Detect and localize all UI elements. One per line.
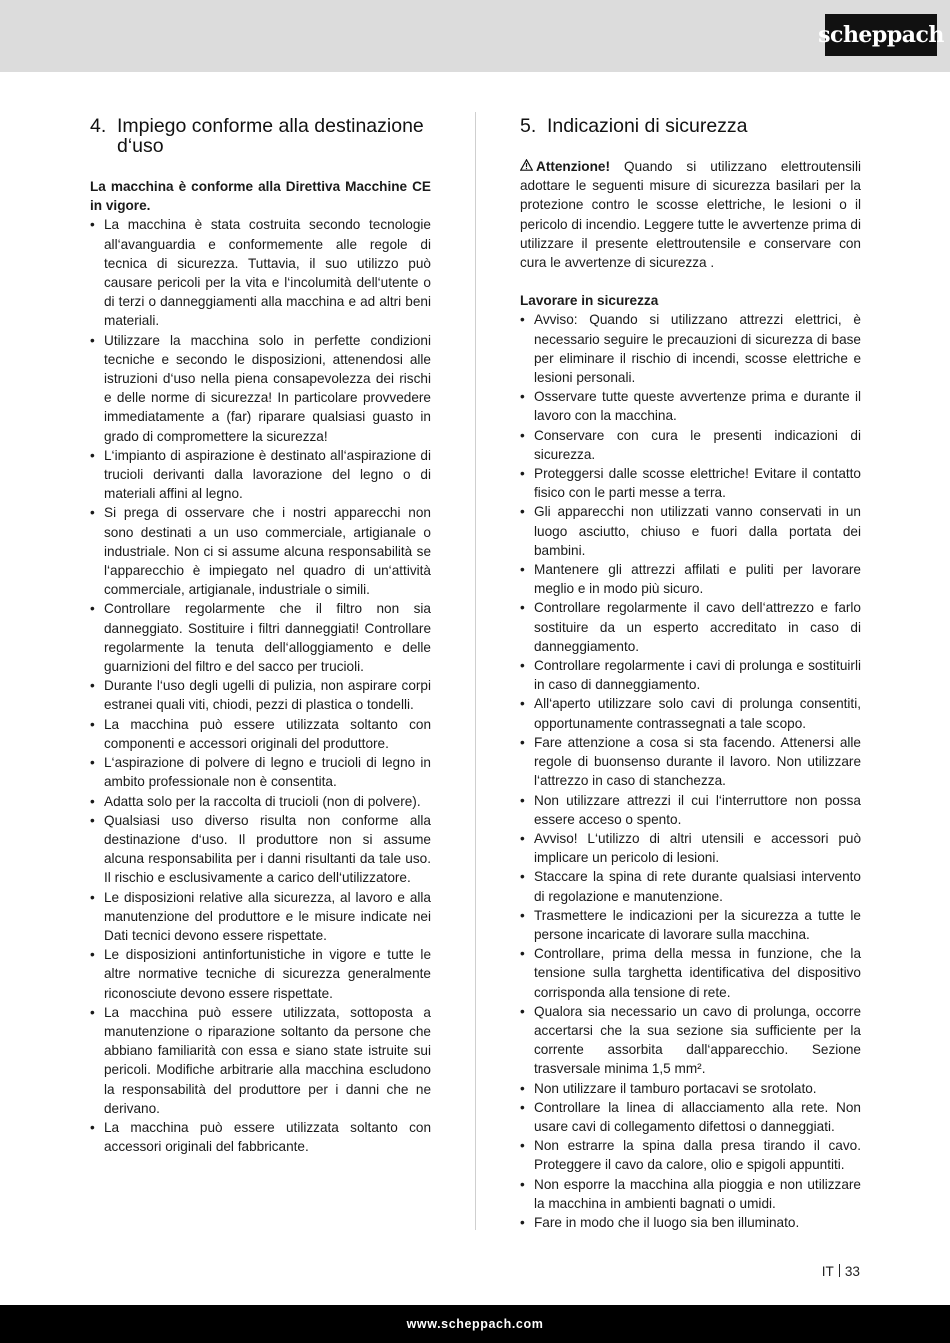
page-number-value: 33	[844, 1264, 860, 1279]
bullet-glyph: •	[520, 792, 525, 808]
list-item-text: Non esporre la macchina alla pioggia e non utilizzare la macchina in ambienti bagnati o umidi.	[534, 1176, 861, 1211]
bullet-glyph: •	[90, 332, 95, 348]
list-item	[520, 1002, 861, 1079]
bullet-glyph: •	[90, 601, 95, 617]
list-item	[90, 753, 431, 791]
bullet-glyph: •	[520, 562, 525, 578]
list-item	[520, 944, 861, 1002]
list-item	[520, 310, 861, 387]
list-item	[520, 906, 861, 944]
list-item	[520, 387, 861, 425]
scheppach-logo: scheppach	[825, 14, 937, 56]
list-item	[520, 1136, 861, 1174]
list-item	[520, 598, 861, 656]
list-item-text: Gli apparecchi non utilizzati vanno conservati in un luogo asciutto, chiuso e fuori dalla portata dei bambini.	[534, 504, 861, 558]
list-item-text: Utilizzare la macchina solo in perfette condizioni tecniche e secondo le disposizioni, attenendosi alle istruzioni d‘uso nella piena consapevolezza dei rischi e delle norme di sicurezza! In particolare provvedere immediatamente a (far) riparare qualsiasi guasto in grado di compromettere la sicurezza!	[104, 332, 431, 444]
list-item	[520, 502, 861, 560]
list-item-text: Controllare, prima della messa in funzione, che la tensione sulla targhetta identificativa del dispositivo corrisponda alla tensione di rete.	[534, 946, 861, 1000]
list-item-text: Durante l‘uso degli ugelli di pulizia, non aspirare corpi estranei quali viti, chiodi, pezzi di plastica o tondelli.	[104, 678, 431, 713]
list-item-text: L‘impianto di aspirazione è destinato all‘aspirazione di trucioli derivanti dalla lavorazione del legno o di materiali affini al legno.	[104, 447, 431, 502]
bullet-list	[90, 215, 431, 1156]
list-item-text: La macchina può essere utilizzata soltanto con componenti e accessori originali del produttore.	[104, 716, 431, 751]
page-separator	[839, 1264, 840, 1277]
bullet-glyph: •	[520, 466, 525, 482]
list-item	[90, 446, 431, 504]
list-item-text: All‘aperto utilizzare solo cavi di prolunga consentiti, opportunamente contrassegnati a tale scopo.	[534, 696, 861, 731]
list-item	[520, 694, 861, 732]
list-item	[520, 656, 861, 694]
bullet-glyph: •	[90, 678, 95, 694]
bullet-glyph: •	[90, 889, 95, 905]
section-safety	[520, 116, 861, 1232]
bullet-glyph: •	[90, 217, 95, 233]
list-item-text: Qualora sia necessario un cavo di prolunga, occorre accertarsi che la sua sezione sia sufficiente per la corrente assorbita dall‘apparecchio. Sezione trasversale minima 1,5 mm².	[534, 1003, 861, 1077]
list-item	[520, 426, 861, 464]
list-item-text: Mantenere gli attrezzi affilati e puliti per lavorare meglio e in modo più sicuro.	[534, 562, 861, 597]
warning-text: Quando si utilizzano elettroutensili adottare le seguenti misure di sicurezza basilari per la protezione contro le scosse elettriche, le lesioni o il pericolo di incendio. Leggere tutte le avvertenze prima di utilizzare il presente elettroutensile e conservare con cura le avvertenze di sicurezza .	[520, 159, 861, 271]
list-item	[520, 829, 861, 867]
bullet-glyph: •	[520, 600, 525, 616]
bullet-glyph: •	[520, 1176, 525, 1192]
bullet-glyph: •	[520, 504, 525, 520]
list-item	[520, 733, 861, 791]
bullet-glyph: •	[520, 869, 525, 885]
bullet-glyph: •	[90, 1004, 95, 1020]
list-item	[90, 599, 431, 676]
list-item	[90, 811, 431, 888]
section-number: 5.	[520, 115, 537, 137]
list-item-text: L‘aspirazione di polvere di legno e trucioli di legno in ambito professionale non è consentita.	[104, 755, 431, 790]
list-item-text: Le disposizioni relative alla sicurezza, al lavoro e alla manutenzione del produttore e le misure indicate nei Dati tecnici devono essere rispettate.	[104, 889, 431, 943]
list-item	[90, 715, 431, 753]
page-number	[822, 1264, 860, 1279]
bullet-glyph: •	[520, 658, 525, 674]
list-item	[90, 1003, 431, 1118]
bullet-glyph: •	[520, 946, 525, 962]
list-item-text: Avviso: Quando si utilizzano attrezzi elettrici, è necessario seguire le precauzioni di sicurezza di base per eliminare il rischio di incendi, scosse elettriche e lesioni personali.	[534, 312, 861, 386]
warning-triangle-icon	[520, 157, 533, 176]
language-code: IT	[821, 1264, 834, 1279]
list-item	[90, 888, 431, 946]
intro-text: La macchina è conforme alla Direttiva Macchine CE in vigore.	[90, 179, 431, 214]
bullet-glyph: •	[520, 1214, 525, 1230]
list-item-text: Non estrarre la spina dalla presa tirando il cavo. Proteggere il cavo da calore, olio e spigoli appuntiti.	[534, 1138, 861, 1173]
list-item	[520, 791, 861, 829]
bullet-glyph: •	[520, 734, 525, 750]
list-item-text: Non utilizzare attrezzi il cui l‘interruttore non possa essere acceso o spento.	[534, 792, 861, 827]
header-bar	[0, 0, 950, 72]
list-item-text: Proteggersi dalle scosse elettriche! Evitare il contatto fisico con le parti messe a terra.	[534, 466, 861, 501]
footer-bar	[0, 1305, 950, 1343]
list-item-text: Staccare la spina di rete durante qualsiasi intervento di regolazione e manutenzione.	[534, 869, 861, 904]
list-item	[520, 560, 861, 598]
list-item	[90, 945, 431, 1003]
bullet-glyph: •	[90, 1119, 95, 1135]
list-item	[520, 464, 861, 502]
bullet-glyph: •	[520, 312, 525, 328]
bullet-glyph: •	[520, 427, 525, 443]
list-item	[90, 215, 431, 330]
bullet-glyph: •	[90, 755, 95, 771]
list-item-text: Qualsiasi uso diverso risulta non conforme alla destinazione d‘uso. Il produttore non si assume alcuna responsabilita per i danni risultanti da tale uso. Il rischio e esclusivamente a carico dell‘utilizzatore.	[104, 812, 431, 886]
list-item-text: Controllare regolarmente i cavi di prolunga e sostituirli in caso di danneggiamento.	[534, 658, 861, 693]
list-item-text: La macchina può essere utilizzata soltanto con accessori originali del fabbricante.	[104, 1119, 431, 1155]
section-intended-use	[90, 116, 431, 1156]
bullet-glyph: •	[90, 505, 95, 521]
list-item	[90, 792, 431, 811]
list-item-text: Adatta solo per la raccolta di trucioli (non di polvere).	[104, 793, 421, 809]
bullet-list	[520, 310, 861, 1232]
list-item	[520, 1213, 861, 1232]
section-heading	[90, 116, 431, 156]
bullet-glyph: •	[520, 1138, 525, 1154]
column-divider	[475, 112, 476, 1230]
warning-paragraph	[520, 157, 861, 272]
section-title: Indicazioni di sicurezza	[547, 115, 748, 137]
bullet-glyph: •	[520, 696, 525, 712]
bullet-glyph: •	[520, 1080, 525, 1096]
list-item-text: Controllare regolarmente il cavo dell‘attrezzo e farlo sostituire da un esperto accreditato in caso di danneggiamento.	[534, 600, 861, 654]
list-item	[520, 1098, 861, 1136]
list-item-text: Controllare la linea di allacciamento alla rete. Non usare cavi di collegamento difettosi o danneggiati.	[534, 1099, 861, 1134]
list-item	[520, 1175, 861, 1213]
footer-url: www.scheppach.com	[406, 1317, 544, 1331]
section-heading	[520, 116, 861, 136]
list-item	[90, 331, 431, 446]
list-item	[90, 1118, 431, 1156]
list-item-text: Fare in modo che il luogo sia ben illuminato.	[534, 1214, 800, 1230]
section-title: Impiego conforme alla destinazione d‘uso	[117, 115, 424, 157]
list-item-text: La macchina può essere utilizzata, sottoposta a manutenzione o riparazione soltanto da persone che abbiano familiarità con essa e siano state istruite sui pericoli. Modifiche arbitrarie alla macchina escludono la responsabilità del produttore per i danni che ne derivano.	[104, 1004, 431, 1116]
bullet-glyph: •	[520, 1099, 525, 1115]
bullet-glyph: •	[520, 907, 525, 923]
bullet-glyph: •	[520, 1003, 525, 1019]
list-item-text: La macchina è stata costruita secondo tecnologie all‘avanguardia e conformemente alle regole di tecnica di sicurezza. Tuttavia, il suo utilizzo può causare pericoli per la vita e l‘incolumità dell‘utente o di terzi o danneggiamenti alla macchina e ad altri beni materiali.	[104, 217, 431, 329]
bullet-glyph: •	[520, 830, 525, 846]
list-item	[90, 503, 431, 599]
bullet-glyph: •	[90, 447, 95, 463]
list-item	[520, 867, 861, 905]
list-item-text: Trasmettere le indicazioni per la sicurezza a tutte le persone incaricate di lavorare sulla macchina.	[534, 907, 861, 942]
list-item-text: Avviso! L‘utilizzo di altri utensili e accessori può implicare un pericolo di lesioni.	[534, 830, 861, 866]
list-item-text: Osservare tutte queste avvertenze prima e durante il lavoro con la macchina.	[534, 389, 861, 424]
list-item	[90, 676, 431, 714]
subheading: Lavorare in sicurezza	[520, 293, 659, 309]
list-item-text: Fare attenzione a cosa si sta facendo. Attenersi alle regole di buonsenso durante il lavoro. Non utilizzare l‘attrezzo in caso di stanchezza.	[534, 734, 861, 789]
list-item-text: Conservare con cura le presenti indicazioni di sicurezza.	[534, 427, 861, 462]
warning-label: Attenzione!	[536, 159, 611, 174]
bullet-glyph: •	[90, 812, 95, 828]
bullet-glyph: •	[90, 793, 95, 809]
list-item-text: Si prega di osservare che i nostri apparecchi non sono destinati a un uso commerciale, artigianale o industriale. Non ci si assume alcuna responsabilità se l‘apparecchio è impiegato nel quadro di un‘attività commerciale, artigianale, industriale o simili.	[104, 505, 431, 598]
section-number: 4.	[90, 115, 107, 137]
list-item-text: Controllare regolarmente che il filtro non sia danneggiato. Sostituire i filtri danneggiati! Controllare regolarmente la tenuta dell‘alloggiamento e delle guarnizioni del filtro e del sacco per trucioli.	[104, 601, 431, 675]
bullet-glyph: •	[520, 389, 525, 405]
bullet-glyph: •	[90, 716, 95, 732]
list-item	[520, 1079, 861, 1098]
list-item-text: Non utilizzare il tamburo portacavi se srotolato.	[534, 1080, 817, 1096]
list-item-text: Le disposizioni antinfortunistiche in vigore e tutte le altre normative tecniche di sicurezza generalmente riconosciute devono essere rispettate.	[104, 947, 431, 1001]
bullet-glyph: •	[90, 947, 95, 963]
